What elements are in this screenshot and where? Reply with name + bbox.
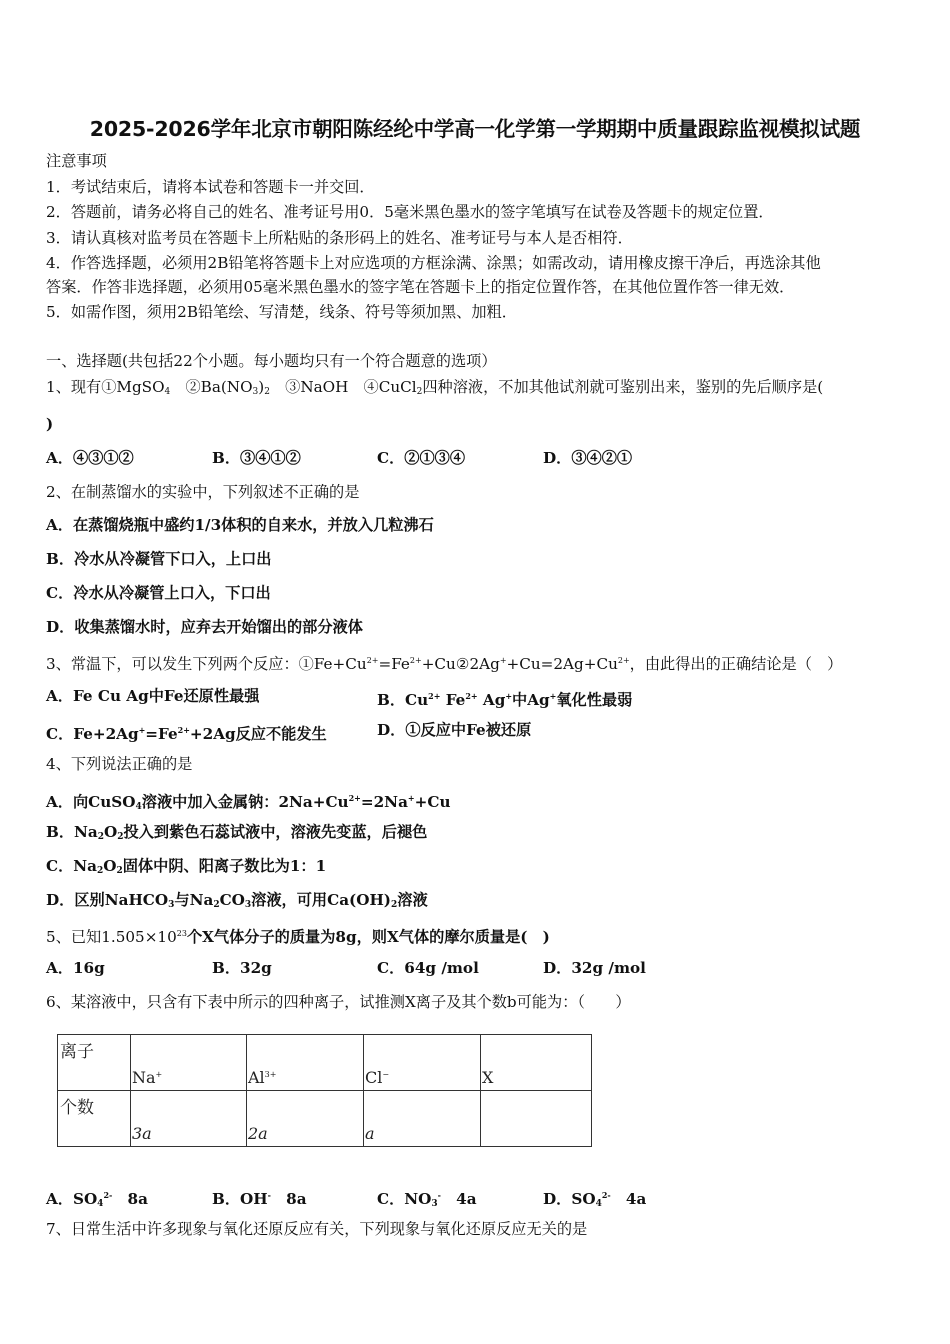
question-5-option-c[interactable]: C．64g /mol (377, 959, 479, 977)
table-row (58, 1091, 592, 1147)
question-4-option-b[interactable]: B．$Na_2O_2$投入到紫色石蕊试液中，溶液先变蓝，后褪色 (46, 823, 428, 842)
question-1-option-d[interactable]: D．③④②① (543, 449, 633, 467)
notice-item: 4．作答选择题，必须用2B铅笔将答题卡上对应选项的方框涂满、涂黑；如需改动，请用橡皮擦干净后，再选涂其他 (46, 254, 821, 272)
question-5-option-b[interactable]: B．32g (212, 959, 272, 977)
ion-label: Na+ (132, 1068, 163, 1087)
table-cell (364, 1035, 481, 1091)
page-title: 2025-2026学年北京市朝阳陈经纶中学高一化学第一学期期中质量跟踪监视模拟试题 (89, 117, 861, 141)
question-1-option-b[interactable]: B．③④①② (212, 449, 301, 467)
table-cell (247, 1035, 364, 1091)
count-value: 3a (132, 1124, 152, 1143)
notice-item: 5．如需作图，须用2B铅笔绘、写清楚，线条、符号等须加黑、加粗． (46, 303, 517, 321)
notice-item: 3．请认真核对监考员在答题卡上所粘贴的条形码上的姓名、准考证号与本人是否相符． (46, 229, 633, 247)
table-cell (481, 1091, 592, 1147)
ion-label: $Al^{3+}$ (248, 1068, 277, 1087)
question-1-option-c[interactable]: C．②①③④ (377, 449, 466, 467)
question-4-option-c[interactable]: C．$Na_2O_2$固体中阴、阳离子数比为1：1 (46, 857, 327, 876)
question-7-stem: 7、日常生活中许多现象与氧化还原反应有关，下列现象与氧化还原反应无关的是 (46, 1220, 588, 1238)
notice-heading: 注意事项 (46, 152, 107, 170)
question-1-option-a[interactable]: A．④③①② (46, 449, 134, 467)
question-3-option-c[interactable]: C．$Fe+2Ag^+=Fe^{2+}+2Ag$反应不能发生 (46, 725, 327, 743)
section-heading: 一、选择题(共包括22个小题。每小题均只有一个符合题意的选项） (46, 352, 497, 370)
question-4-option-a[interactable]: A．向CuSO$_4$溶液中加入金属钠：$2Na+Cu^{2+}=2Na^++Cu$ (46, 793, 451, 812)
ion-table (57, 1034, 592, 1147)
table-cell (247, 1091, 364, 1147)
table-cell: 个数 (58, 1091, 131, 1147)
question-5-option-a[interactable]: A．16g (46, 959, 105, 977)
notice-item: 答案．作答非选择题，必须用05毫米黑色墨水的签字笔在答题卡上的指定位置作答，在其他位置作答一律无效． (46, 278, 795, 296)
count-value: 2a (248, 1124, 268, 1143)
table-cell (131, 1091, 247, 1147)
question-1-stem-end: ) (46, 415, 54, 433)
table-cell: 离子 (58, 1035, 131, 1091)
table-cell (481, 1035, 592, 1091)
question-4-option-d[interactable]: D．区别NaHCO$_3$与$Na_2CO_3$溶液，可用$Ca(OH)_2$溶液 (46, 891, 428, 910)
ion-label: X (482, 1068, 494, 1087)
table-cell (131, 1035, 247, 1091)
question-1-stem: 1、现有①MgSO$_4$ $②Ba(NO_3)_2$ ③NaOH ④CuCl$_2$四种溶液，不加其他试剂就可鉴别出来，鉴别的先后顺序是( (46, 378, 824, 397)
notice-item: 2．答题前，请务必将自己的姓名、准考证号用0．5毫米黑色墨水的签字笔填写在试卷及答题卡的规定位置． (46, 203, 774, 221)
question-5-option-d[interactable]: D．32g /mol (543, 959, 646, 977)
question-3-option-b[interactable]: B．$Cu^{2+}$ $Fe^{2+}$ Ag+中Ag+氧化性最弱 (377, 691, 633, 709)
question-6-option-b[interactable]: B．OH- 8a (212, 1190, 307, 1208)
question-6-stem: 6、某溶液中，只含有下表中所示的四种离子，试推测X离子及其个数b可能为：（ ） (46, 993, 631, 1011)
table-cell (364, 1091, 481, 1147)
question-5-stem: 5、已知$1.505\times 10^{23}$个X气体分子的质量为8g，则X气体的摩尔质量是( ) (46, 928, 550, 946)
question-2-option-a[interactable]: A．在蒸馏烧瓶中盛约1/3体积的自来水，并放入几粒沸石 (46, 516, 434, 534)
question-2-option-b[interactable]: B．冷水从冷凝管下口入，上口出 (46, 550, 272, 568)
question-4-stem: 4、下列说法正确的是 (46, 755, 193, 773)
question-2-option-c[interactable]: C．冷水从冷凝管上口入，下口出 (46, 584, 271, 602)
question-3-stem: 3、常温下，可以发生下列两个反应：$①Fe+Cu^{2+}=Fe^{2+}+Cu②2Ag^++Cu=2Ag+Cu^{2+}$，由此得出的正确结论是（ ） (46, 655, 843, 673)
question-2-stem: 2、在制蒸馏水的实验中，下列叙述不正确的是 (46, 483, 360, 501)
table-row (58, 1035, 592, 1091)
question-2-option-d[interactable]: D．收集蒸馏水时，应弃去开始馏出的部分液体 (46, 618, 363, 636)
ion-label: Cl− (365, 1068, 390, 1087)
count-value: a (365, 1124, 375, 1143)
notice-item: 1．考试结束后，请将本试卷和答题卡一并交回． (46, 178, 375, 196)
question-6-option-d[interactable]: D．$SO_4^{2-}$ 4a (543, 1190, 647, 1209)
question-6-option-c[interactable]: C．$NO_3^-$ 4a (377, 1190, 477, 1209)
question-3-option-d[interactable]: D．①反应中Fe被还原 (377, 721, 532, 739)
question-6-option-a[interactable]: A．$SO_4^{2-}$ 8a (46, 1190, 148, 1209)
question-3-option-a[interactable]: A．Fe Cu Ag中Fe还原性最强 (46, 687, 260, 705)
